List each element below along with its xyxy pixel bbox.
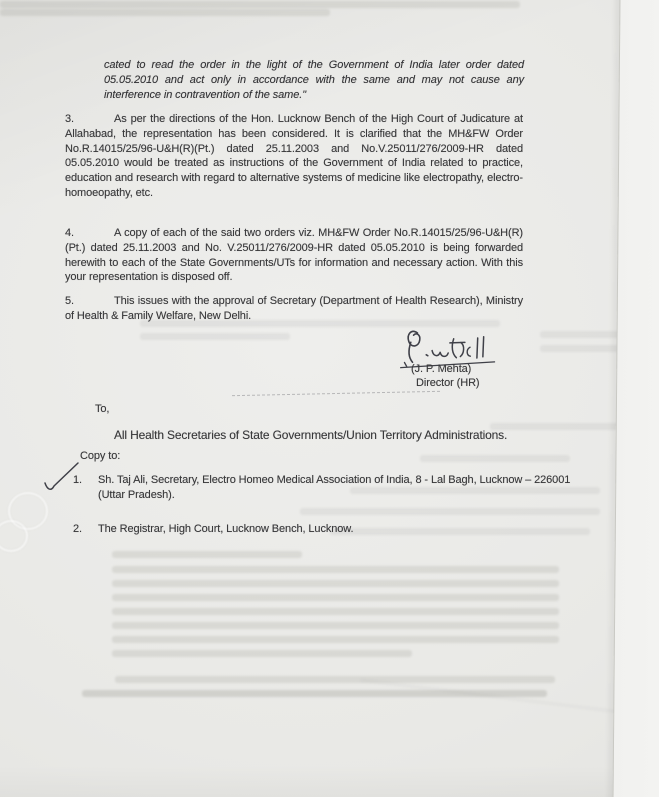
tick-mark-icon bbox=[42, 461, 82, 499]
paragraph-text: A copy of each of the said two orders viz. MH&FW Order No.R.14015/25/96-U&H(R)(Pt.) dated 25.11.2003 and No. V.25011/276/2009-HR dated 05.05.2010 is being forwarded herewith to each of the State Governments/UTs for information and necessary action. With this your representation is disposed off. bbox=[65, 227, 523, 284]
bleedthrough-text-line bbox=[140, 333, 290, 340]
paper-blemish bbox=[0, 520, 28, 552]
paragraph-text: This issues with the approval of Secretary (Department of Health Research), Ministry of Health & Family Welfare, New Delhi. bbox=[65, 295, 523, 322]
paragraph-5 bbox=[65, 294, 523, 324]
paragraph-text: As per the directions of the Hon. Lucknow Bench of the High Court of Judicature at Allahabad, the representation has been considered. It is clarified that the MH&FW Order No.R.14015/25/96-U&H(R)(Pt.) dated 25.11.2003 and No.V.25011/276/2009-HR dated 05.05.2010 would be treated as instructions of the Government of India related to practice, education and research with regard to alternative systems of medicine like electropathy, electro-homoeopathy, etc. bbox=[65, 113, 523, 199]
copy-item-2 bbox=[70, 522, 575, 537]
bleedthrough-text-line bbox=[112, 551, 302, 558]
bleedthrough-text-line bbox=[490, 423, 620, 430]
addressee-line: All Health Secretaries of State Governments/Union Territory Administrations. bbox=[114, 428, 508, 442]
quoted-order-excerpt: cated to read the order in the light of the Government of India later order dated 05.05.2010 and act only in accordance with the same and may not cause any interference in contravention of the same." bbox=[104, 59, 524, 101]
bleedthrough-text-line bbox=[112, 650, 412, 657]
bleedthrough-text-line bbox=[0, 1, 520, 8]
bleedthrough-text-line bbox=[112, 594, 559, 601]
copy-to-label: Copy to: bbox=[80, 450, 121, 462]
copy-item-text: Sh. Taj Ali, Secretary, Electro Homeo Medical Association of India, 8 - Lal Bagh, Lucknow – 226001 (Uttar Pradesh). bbox=[98, 474, 571, 501]
signatory-name: (J. P. Mehta) bbox=[411, 363, 472, 375]
copy-item-number: 1. bbox=[73, 474, 82, 486]
paragraph-number: 4. bbox=[65, 227, 74, 239]
paragraph-3 bbox=[65, 112, 523, 201]
bleedthrough-text-line bbox=[0, 9, 330, 16]
signatory-designation: Director (HR) bbox=[416, 377, 480, 389]
bleedthrough-text-line bbox=[112, 608, 559, 615]
paragraph-number: 3. bbox=[65, 113, 74, 125]
paragraph-4 bbox=[65, 226, 523, 285]
paragraph-number: 5. bbox=[65, 295, 74, 307]
bleedthrough-text-line bbox=[112, 566, 559, 573]
to-label: To, bbox=[95, 403, 110, 415]
copy-item-number: 2. bbox=[73, 523, 82, 535]
page-edge bbox=[612, 0, 659, 797]
bleedthrough-text-line bbox=[112, 622, 559, 629]
pencil-dash-marks bbox=[232, 391, 440, 396]
bleedthrough-text-line bbox=[115, 676, 555, 683]
bleedthrough-text-line bbox=[112, 580, 559, 587]
copy-item-text: The Registrar, High Court, Lucknow Bench, Lucknow. bbox=[98, 523, 354, 535]
bleedthrough-text-line bbox=[112, 636, 559, 643]
copy-item-1 bbox=[70, 473, 575, 503]
bleedthrough-text-line bbox=[300, 508, 600, 515]
bleedthrough-text-line bbox=[420, 455, 570, 462]
